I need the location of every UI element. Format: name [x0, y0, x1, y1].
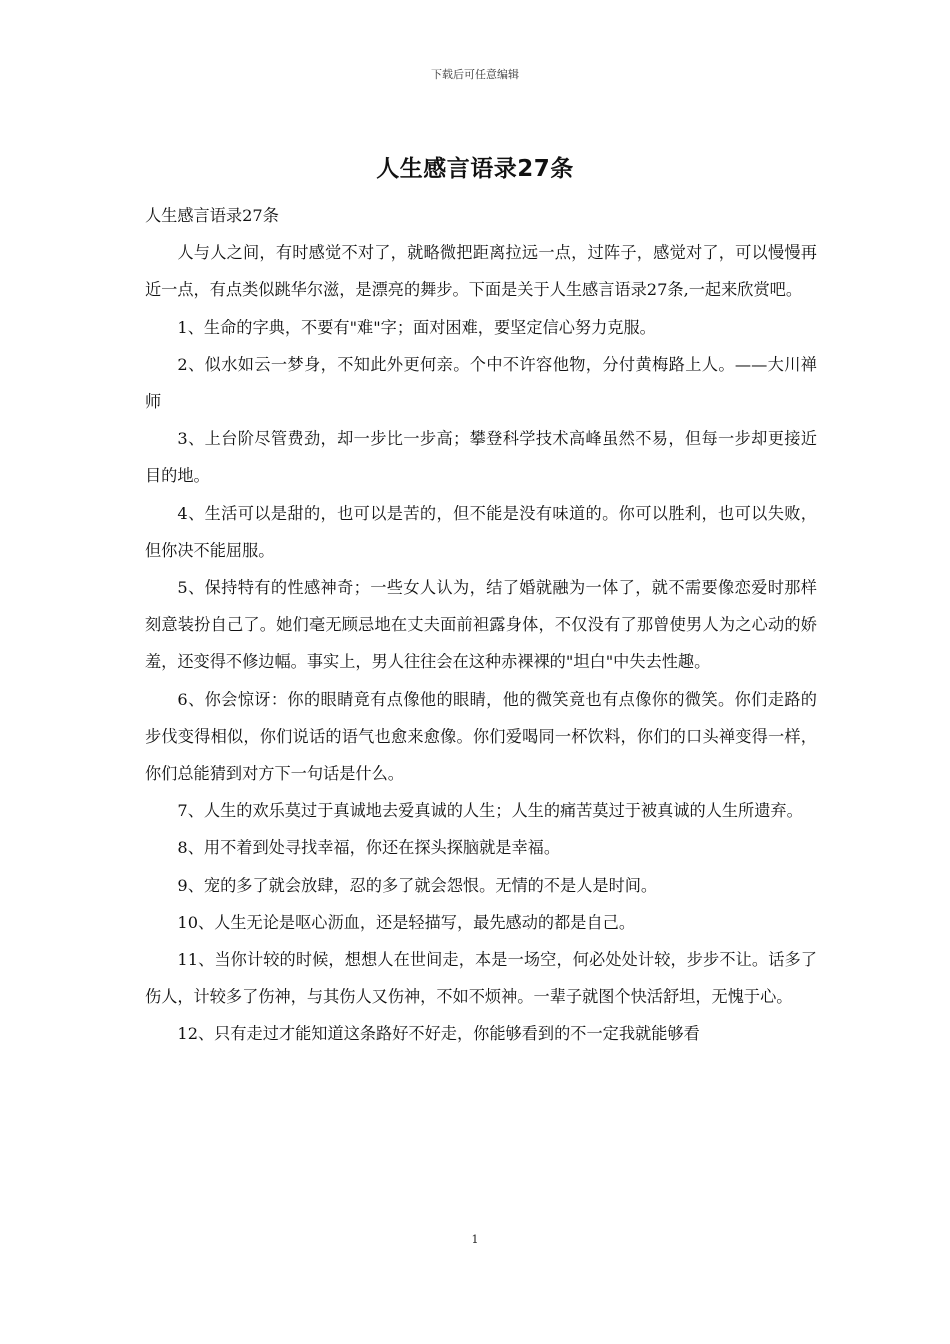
quote-paragraph-3: 3、上台阶尽管费劲，却一步比一步高；攀登科学技术高峰虽然不易，但每一步却更接近目的地。 — [145, 429, 817, 486]
quote-paragraph-1: 1、生命的字典，不要有"难"字；面对困难，要坚定信心努力克服。 — [177, 317, 656, 337]
quote-paragraph-2: 2、似水如云一梦身，不知此外更何亲。个中不许容他物，分付黄梅路上人。——大川禅师 — [145, 354, 817, 412]
quote-paragraph-4: 4、生活可以是甜的，也可以是苦的，但不能是没有味道的。你可以胜利，也可以失败，但你决不能屈服。 — [145, 503, 817, 560]
quote-paragraph-6: 6、你会惊讶：你的眼睛竟有点像他的眼睛，他的微笑竟也有点像你的微笑。你们走路的步伐变得相似，你们说话的语气也愈来愈像。你们爱喝同一杯饮料，你们的口头禅变得一样，你们总能猜到对方下一句话是什么。 — [145, 689, 817, 784]
quote-paragraph-9: 9、宠的多了就会放肆，忍的多了就会怨恨。无情的不是人是时间。 — [177, 875, 658, 895]
document-title: 人生感言语录27条 — [376, 156, 574, 182]
page-number: 1 — [471, 1233, 479, 1246]
quote-paragraph-10: 10、人生无论是呕心沥血，还是轻描写，最先感动的都是自己。 — [177, 912, 636, 932]
quote-paragraph-7: 7、人生的欢乐莫过于真诚地去爱真诚的人生；人生的痛苦莫过于被真诚的人生所遗弃。 — [177, 801, 803, 821]
quote-paragraph-5: 5、保持特有的性感神奇；一些女人认为，结了婚就融为一体了，就不需要像恋爱时那样刻意装扮自己了。她们毫无顾忌地在丈夫面前袒露身体，不仅没有了那曾使男人为之心动的娇羞，还变得不修边幅。事实上，男人往往会在这种赤裸裸的"坦白"中失去性趣。 — [145, 578, 817, 672]
quote-paragraph-11: 11、当你计较的时候，想想人在世间走，本是一场空，何必处处计较，步步不让。话多了伤人，计较多了伤神，与其伤人又伤神，不如不烦神。一辈子就图个快活舒坦，无愧于心。 — [145, 950, 817, 1007]
intro-paragraph: 人与人之间，有时感觉不对了，就略微把距离拉远一点，过阵子，感觉对了，可以慢慢再近一点，有点类似跳华尔滋，是漂亮的舞步。下面是关于人生感言语录27条,一起来欣赏吧。 — [145, 243, 817, 300]
quote-paragraph-8: 8、用不着到处寻找幸福，你还在探头探脑就是幸福。 — [177, 838, 561, 858]
page-header-note: 下载后可任意编辑 — [431, 68, 519, 81]
subtitle-paragraph: 人生感言语录27条 — [145, 206, 279, 225]
document-body — [145, 197, 817, 1053]
quote-paragraph-12: 12、只有走过才能知道这条路好不好走，你能够看到的不一定我就能够看 — [177, 1024, 700, 1044]
